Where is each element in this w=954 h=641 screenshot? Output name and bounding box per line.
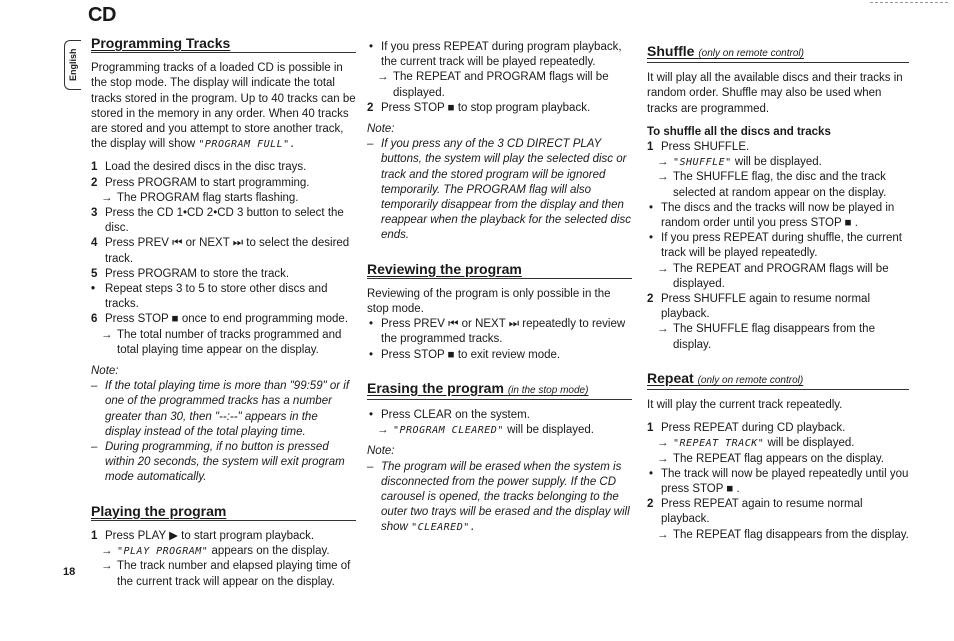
- step-result: → The SHUFFLE flag disappears from the display.: [647, 322, 909, 352]
- repeat-heading-sub: (only on remote control): [697, 374, 804, 386]
- bullet-item: • Press PREV ⏮ or NEXT ⏭ repeatedly to review the programmed tracks.: [367, 317, 632, 347]
- reviewing-intro: Reviewing of the program is only possible in the stop mode.: [367, 287, 611, 316]
- step: • Repeat steps 3 to 5 to store other discs and tracks.: [91, 283, 328, 311]
- step-result: → The REPEAT and PROGRAM flags will be displayed.: [647, 262, 909, 292]
- shuffle-subheading: To shuffle all the discs and tracks: [647, 125, 831, 138]
- decorative-dash: [870, 2, 948, 4]
- step: 4 Press PREV ⏮ or NEXT ⏭ to select the desired track.: [91, 237, 350, 265]
- step-result: → The REPEAT flag disappears from the display.: [647, 528, 909, 543]
- erasing-heading-sub: (in the stop mode): [507, 384, 589, 396]
- repeat-heading: Repeat (only on remote control): [647, 371, 909, 390]
- step: 3 Press the CD 1•CD 2•CD 3 button to select the disc.: [91, 207, 344, 235]
- language-tab: [64, 40, 81, 90]
- note-label: Note:: [367, 445, 395, 458]
- repeat-intro: It will play the current track repeatedly.: [647, 399, 843, 412]
- step: 6 Press STOP ■ once to end programming mode.: [91, 313, 349, 326]
- step-result: → "SHUFFLE" will be displayed.: [647, 155, 909, 170]
- note-item: – If the total playing time is more than "99:59" or if one of the programmed tracks has a number greater than 30, then "--:--" appears in the display instead of the total playing time.: [91, 379, 356, 440]
- note-label: Note:: [367, 123, 395, 136]
- step: 2 Press PROGRAM to start programming.: [91, 176, 310, 189]
- bullet-item: • If you press REPEAT during program playback, the current track will be played repeatedly.: [367, 40, 632, 70]
- bullet-item: • The discs and the tracks will now be played in random order until you press STOP ■ .: [647, 201, 909, 231]
- step: 1 Press REPEAT during CD playback.: [647, 422, 846, 435]
- step-result: → The PROGRAM flag starts flashing.: [91, 191, 356, 206]
- step: 2 Press SHUFFLE again to resume normal playback.: [647, 293, 870, 321]
- programming-intro: Programming tracks of a loaded CD is possible in the stop mode. The display will indicate the total tracks stored in the program. Up to 40 tracks can be stored in the memory in any order. When 40 tracks are stored and you attempt to store another track, the display will show "PROGRAM FULL".: [91, 62, 356, 151]
- column-3: [647, 36, 909, 543]
- note-item: – The program will be erased when the system is disconnected from the power supply. If the CD carousel is opened, the tracks belonging to the outer two trays will be erased and the display will show "CLEARED".: [367, 460, 632, 536]
- shuffle-heading-sub: (only on remote control): [698, 48, 804, 59]
- step: 2 Press STOP ■ to stop program playback.: [367, 101, 591, 114]
- step: 1 Load the desired discs in the disc trays.: [91, 161, 307, 174]
- column-2: [367, 40, 632, 536]
- step: 2 Press REPEAT again to resume normal playback.: [647, 498, 863, 526]
- programming-steps: [91, 160, 356, 358]
- language-tab-label: English: [68, 48, 78, 82]
- shuffle-intro: It will play all the available discs and their tracks in random order. Shuffle may also be used when tracks are programmed.: [647, 72, 903, 115]
- step-result: → "REPEAT TRACK" will be displayed.: [647, 436, 909, 451]
- bullet-item: • If you press REPEAT during shuffle, the current track will be played repeatedly.: [647, 231, 909, 261]
- step-result: → The track number and elapsed playing time of the current track will appear on the display.: [91, 559, 356, 589]
- step: 1 Press PLAY ▶ to start program playback.: [91, 529, 315, 542]
- shuffle-heading: Shuffle (only on remote control): [647, 44, 909, 63]
- step-result: → "PLAY PROGRAM" appears on the display.: [91, 544, 356, 559]
- step-result: → The REPEAT and PROGRAM flags will be displayed.: [367, 70, 632, 100]
- programming-heading: Programming Tracks: [91, 36, 356, 53]
- step-result: → The SHUFFLE flag, the disc and the track selected at random appear on the display.: [647, 170, 909, 200]
- reviewing-heading: Reviewing the program: [367, 262, 632, 279]
- step-result: → The total number of tracks programmed and total playing time appear on the display.: [91, 328, 356, 358]
- column-1: [91, 36, 356, 590]
- erasing-heading: Erasing the program (in the stop mode): [367, 381, 632, 400]
- bullet-item: • The track will now be played repeatedly until you press STOP ■ .: [647, 467, 909, 497]
- note-item: – If you press any of the 3 CD DIRECT PLAY buttons, the system will play the selected disc or track and the stored program will be ignored temporarily. The PROGRAM flag will also temporarily disappear from the display and then reappear when the playback for the selected disc ends.: [367, 137, 632, 243]
- playing-heading: Playing the program: [91, 504, 356, 521]
- step: 5 Press PROGRAM to store the track.: [91, 267, 290, 280]
- step-result: → "PROGRAM CLEARED" will be displayed.: [367, 423, 632, 438]
- bullet-item: • Press STOP ■ to exit review mode.: [367, 348, 632, 363]
- page-title: CD: [88, 4, 116, 26]
- note-label: Note:: [91, 365, 119, 378]
- note-item: – During programming, if no button is pressed within 20 seconds, the system will exit program mode automatically.: [91, 440, 356, 486]
- page-number: 18: [63, 566, 76, 578]
- step-result: → The REPEAT flag appears on the display.: [647, 452, 909, 467]
- bullet-item: • Press CLEAR on the system.: [367, 408, 632, 423]
- program-full-display: "PROGRAM FULL".: [198, 139, 297, 151]
- step: 1 Press SHUFFLE.: [647, 141, 750, 154]
